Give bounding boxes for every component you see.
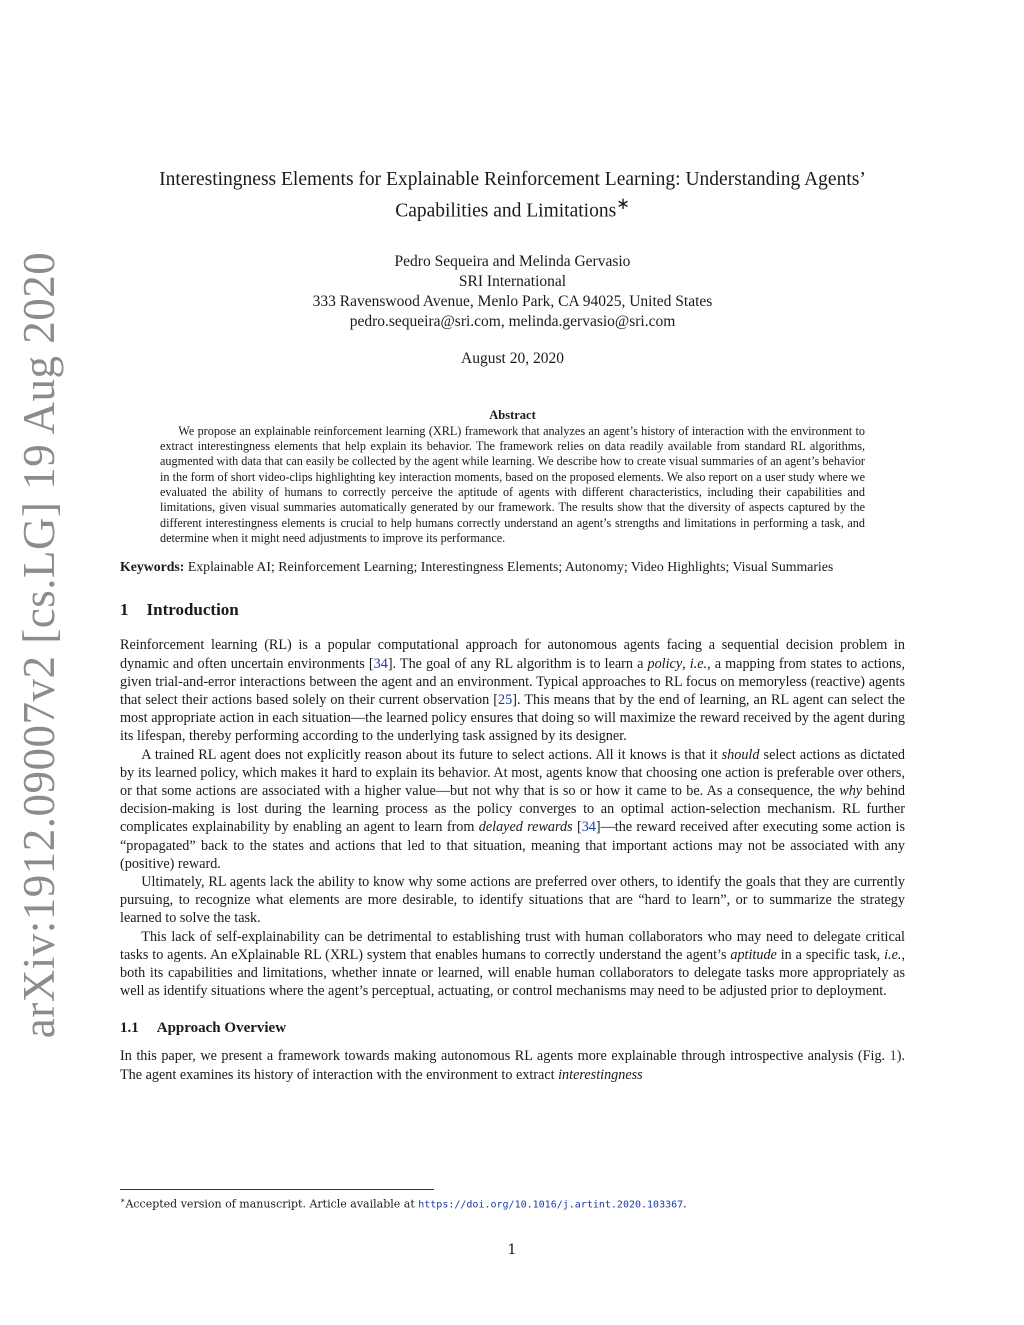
- author-emails: pedro.sequeira@sri.com, melinda.gervasio@sri.com: [349, 312, 676, 330]
- figure-reference-link[interactable]: 1: [889, 1048, 897, 1065]
- title-line-1: Interestingness Elements for Explainable Reinforcement Learning: Understanding Agents’: [159, 169, 866, 190]
- keywords-label: Keywords:: [120, 559, 185, 575]
- abstract: [160, 408, 865, 547]
- footnote-mark: ∗: [120, 1196, 126, 1205]
- section-title: Introduction: [146, 600, 239, 620]
- introduction-body: [120, 636, 905, 1000]
- paragraph: Reinforcement learning (RL) is a popular computational approach for autonomous agents facing a sequential decision problem in dynamic and often uncertain environments [34]. The goal of any RL algorithm is to learn a policy, i.e., a mapping from states to actions, given trial-and-error interactions between the agent and an environment. Typical approaches to RL focus on memoryless (reactive) agents that select their actions based solely on their current observation [25]. This means that by the end of learning, an RL agent can select the most appropriate action in each situation—the learned policy ensures that doing so will maximize the reward received by the agent during its lifespan, thereby performing according to the underlying task assigned by its designer.: [120, 637, 905, 745]
- subsection-title: Approach Overview: [156, 1020, 287, 1037]
- paragraph: A trained RL agent does not explicitly reason about its future to select actions. All it knows is that it should select actions as dictated by its learned policy, which makes it hard to explain its behavior. At most, agents know that choosing one action is preferable over others, or that some actions are associated with a higher value—but not why that is so or how it came to be. As a consequence, the why behind decision-making is lost during the learning process as the policy converges to an optimal action-selection mechanism. RL further complicates explainability by enabling an agent to learn from delayed rewards [34]—the reward received after executing some action is “propagated” back to the states and actions that led to that situation, meaning that important actions may not be associated with any (positive) reward.: [120, 746, 905, 872]
- footnote: ∗Accepted version of manuscript. Article available at https://doi.org/10.1016/j.artint.2020.103367.: [120, 1196, 687, 1211]
- author-names: Pedro Sequeira and Melinda Gervasio: [394, 252, 631, 270]
- paper-title: [120, 168, 905, 224]
- abstract-text: We propose an explainable reinforcement learning (XRL) framework that analyzes an agent’s history of interaction with the environment to extract interestingness elements that help explain its behavior. The framework relies on data readily available from standard RL algorithms, augmented with data that can easily be collected by the agent while learning. We describe how to create visual summaries of an agent’s behavior in the form of short video-clips highlighting key interaction moments, based on the proposed elements. We also report on a user study where we evaluated the ability of humans to correctly perceive the aptitude of agents with different characteristics, including their capabilities and limitations, given visual summaries automatically generated by our framework. The results show that the diversity of aspects captured by the different interestingness elements is crucial to help humans correctly understand an agent’s strengths and limitations in performing a task, and determine when it might need adjustments to improve its performance.: [160, 423, 865, 545]
- paragraph: This lack of self-explainability can be detrimental to establishing trust with human collaborators who may need to delegate critical tasks to agents. An eXplainable RL (XRL) system that enables humans to correctly understand the agent’s aptitude in a specific task, i.e., both its capabilities and limitations, whether innate or learned, will enable human collaborators to delegate tasks more appropriately as well as identify situations where the agent’s perceptual, actuating, or control mechanisms may need to be adjusted prior to deployment.: [120, 928, 905, 1000]
- paper-page: [120, 168, 905, 1084]
- page-number: 1: [507, 1242, 517, 1258]
- arxiv-identifier-text: arXiv:1912.09007v2 [cs.LG] 19 Aug 2020: [14, 251, 65, 1039]
- footnote-text: Accepted version of manuscript. Article available at: [125, 1197, 419, 1211]
- citation-link[interactable]: 34: [581, 819, 596, 836]
- citation-link[interactable]: 25: [498, 691, 513, 708]
- arxiv-identifier-stamp: [3, 251, 75, 1039]
- paragraph: In this paper, we present a framework towards making autonomous RL agents more explainable through introspective analysis (Fig. 1). The agent examines its history of interaction with the environment to extract interestingness: [120, 1048, 905, 1083]
- approach-overview-body: [120, 1047, 905, 1083]
- paragraph: Ultimately, RL agents lack the ability to know why some actions are preferred over others, to identify the goals that they are currently pursuing, to recognize what elements are more desirable, to identify situations that are “hard to learn”, or to summarize the strategy learned to solve the task.: [120, 874, 905, 927]
- keywords-text: Explainable AI; Reinforcement Learning; Interestingness Elements; Autonomy; Video Highlights; Visual Summaries: [187, 559, 834, 575]
- title-footnote-mark: ∗: [616, 195, 630, 213]
- author-block: [120, 252, 905, 332]
- citation-link[interactable]: 34: [373, 655, 388, 672]
- affiliation: SRI International: [458, 272, 567, 290]
- doi-link[interactable]: https://doi.org/10.1016/j.artint.2020.103367: [418, 1199, 684, 1211]
- section-heading-introduction: [120, 600, 905, 620]
- subsection-heading-approach-overview: [120, 1020, 905, 1037]
- section-number: 1: [120, 600, 129, 620]
- abstract-heading: Abstract: [489, 407, 536, 422]
- address: 333 Ravenswood Avenue, Menlo Park, CA 94025, United States: [312, 292, 713, 310]
- subsection-number: 1.1: [120, 1020, 139, 1037]
- title-line-2: Capabilities and Limitations: [395, 200, 617, 222]
- keywords: [120, 558, 905, 576]
- paper-date: August 20, 2020: [461, 349, 564, 367]
- footnote-rule: [120, 1189, 434, 1190]
